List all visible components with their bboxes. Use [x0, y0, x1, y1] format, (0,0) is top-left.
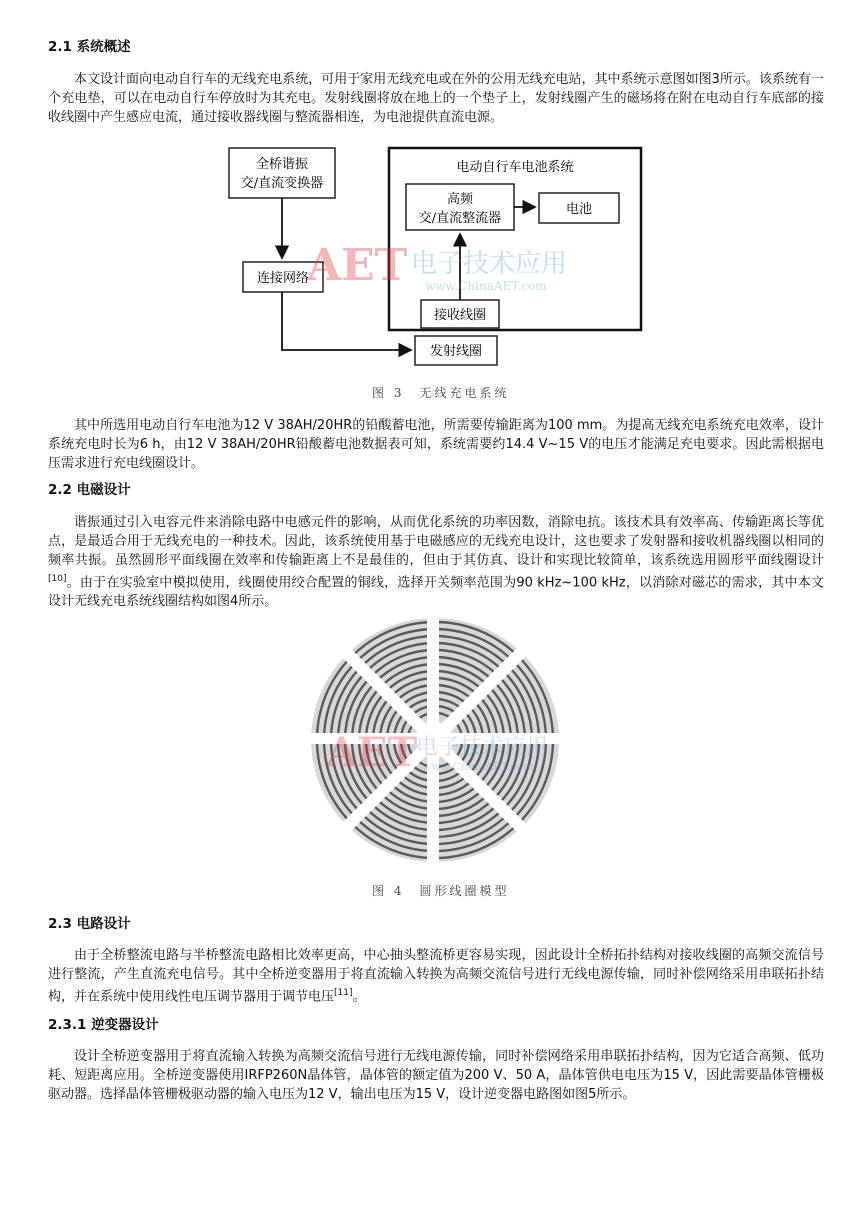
paragraph-2-3-1: 设计全桥逆变器用于将直流输入转换为高频交流信号进行无线电源传输，同时补偿网络采用串联拓扑结构，因为它适合高频、低功耗、短距离应用。全桥逆变器使用IRFP260N晶体管，晶体管的额定值为200 V、50 A，晶体管供电电压为15 V，因此需要晶体管栅极驱动器。选择晶体管栅极驱动器的输入电压为12 V，输出电压为15 V，设计逆变器电路图如图5所示。: [48, 1049, 824, 1102]
figure-4-caption: 图 4 圆形线圈模型: [372, 884, 510, 898]
figure-3-block-diagram: [215, 140, 655, 410]
battery-label: 电池: [565, 202, 593, 217]
arrow-network-tx: [282, 292, 411, 350]
rectifier-label-1: 高频: [446, 192, 474, 207]
rectifier-label-2: 交/直流整流器: [418, 211, 502, 226]
citation-10: [10]: [48, 574, 67, 584]
paragraph-2-1-b: 其中所选用电动自行车电池为12 V 38AH/20HR的铅酸蓄电池，所需要传输距离为100 mm。为提高无线充电系统充电效率，设计系统充电时长为6 h，由12 V 38AH/20HR铅酸蓄电池数据表可知，系统需要约14.4 V~15 V的电压才能满足充电要求。因此需根据电压需求进行充电线圈设计。: [48, 418, 824, 471]
watermark-logo-2: AET: [326, 729, 418, 776]
paragraph-2-3-text-b: 。: [352, 989, 366, 1005]
watermark-url-2: www.ChinaAET.com: [422, 760, 534, 773]
watermark-fig4: [325, 729, 548, 776]
section-heading-2-1: 2.1 系统概述: [48, 39, 131, 55]
paragraph-2-2-text-a: 谐振通过引入电容元件来消除电路中电感元件的影响，从而优化系统的功率因数，消除电抗。该技术具有效率高、传输距离长等优点，是最适合用于无线充电的一种技术。因此，该系统使用基于电磁感应的无线充电设计，这也要求了发射器和接收机器线圈以相同的频率共振。虽然圆形平面线圈在效率和传输距离上不是最佳的，但由于其仿真、设计和实现比较简单，该系统选用圆形平面线圈设计: [48, 515, 824, 568]
battery-system-title: 电动自行车电池系统: [456, 160, 574, 175]
section-heading-2-3-1: 2.3.1 逆变器设计: [48, 1017, 159, 1033]
watermark-brand-2: 电子技术应用: [416, 735, 549, 760]
paragraph-2-1-a: 本文设计面向电动自行车的无线充电系统，可用于家用无线充电或在外的公用无线充电站，其中系统示意图如图3所示。该系统有一个充电垫，可以在电动自行车停放时为其充电。发射线圈将放在地上的一个垫子上，发射线圈产生的磁场将在附在电动自行车底部的接收线圈中产生感应电流，通过接收器线圈与整流器相连，为电池提供直流电源。: [48, 72, 824, 125]
paragraph-2-2: [48, 513, 824, 611]
section-heading-2-3: 2.3 电路设计: [48, 916, 131, 932]
paragraph-2-3: [48, 946, 824, 1006]
rx-coil-label: 接收线圈: [433, 308, 487, 323]
inverter-label-2: 交/直流变换器: [240, 176, 324, 191]
paragraph-2-2-text-b: 。由于在实验室中模拟使用，线圈使用绞合配置的铜线，选择开关频率范围为90 kHz~100 kHz，以消除对磁芯的需求，其中本文设计无线充电系统线圈结构如图4所示。: [48, 575, 824, 610]
network-label: 连接网络: [256, 271, 310, 286]
watermark-logo: AET: [307, 240, 408, 291]
watermark-brand: 电子技术应用: [411, 249, 568, 279]
paragraph-2-3-text-a: 由于全桥整流电路与半桥整流电路相比效率更高，中心抽头整流桥更容易实现，因此设计全桥拓扑结构对接收线圈的高频交流信号进行整流，产生直流充电信号。其中全桥逆变器用于将直流输入转换为高频交流信号进行无线电源传输，同时补偿网络采用串联拓扑结构，并在系统中使用线性电压调节器用于调节电压: [48, 948, 824, 1005]
watermark-url: www.ChinaAET.com: [425, 279, 547, 293]
watermark-fig3: [306, 240, 567, 293]
citation-11: [11]: [334, 988, 353, 998]
section-heading-2-2: 2.2 电磁设计: [48, 482, 131, 498]
tx-coil-label: 发射线圈: [429, 344, 483, 359]
inverter-label-1: 全桥谐振: [255, 157, 309, 172]
figure-3-caption: 图 3 无线充电系统: [372, 386, 510, 400]
figure-4-coil-image: [304, 608, 566, 870]
